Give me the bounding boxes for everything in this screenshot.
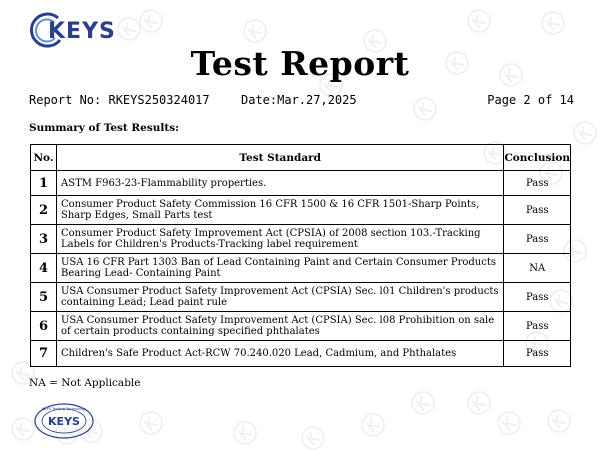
row-standard: USA Consumer Product Safety Improvement Act (CPSIA) Sec. l08 Prohibition on sale of certain products containing specified phthalates	[57, 312, 504, 341]
row-number: 5	[31, 283, 57, 312]
na-footnote: NA = Not Applicable	[29, 377, 141, 389]
row-number: 6	[31, 312, 57, 341]
row-conclusion: Pass	[504, 225, 571, 254]
row-number: 7	[31, 341, 57, 367]
stamp-ring-text: KEYS Testing Technology	[41, 407, 87, 411]
logo-text: KEYS	[48, 19, 116, 44]
watermark-icon	[295, 420, 332, 450]
header-conclusion: Conclusion	[504, 145, 571, 171]
report-number: Report No: RKEYS250324017	[29, 93, 210, 107]
watermark-icon	[461, 3, 498, 40]
table-row	[31, 225, 571, 254]
table-row	[31, 283, 571, 312]
watermark-icon	[541, 403, 578, 440]
summary-heading: Summary of Test Results:	[29, 122, 179, 134]
table-row	[31, 171, 571, 196]
row-standard: Consumer Product Safety Commission 16 CFR 1500 & 16 CFR 1501-Sharp Points, Sharp Edges, Small Parts test	[57, 196, 504, 225]
header-standard: Test Standard	[57, 145, 504, 171]
row-conclusion: Pass	[504, 283, 571, 312]
page-number: Page 2 of 14	[487, 93, 574, 107]
watermark-icon	[227, 415, 264, 450]
table-row	[31, 196, 571, 225]
report-date: Date:Mar.27,2025	[241, 93, 357, 107]
watermark-icon	[405, 385, 442, 422]
row-number: 1	[31, 171, 57, 196]
row-standard: Consumer Product Safety Improvement Act (CPSIA) of 2008 section 103.-Tracking Labels for Children's Products-Tracking label requirement	[57, 225, 504, 254]
page-title: Test Report	[190, 44, 410, 83]
company-stamp	[33, 402, 95, 440]
row-conclusion: Pass	[504, 312, 571, 341]
row-conclusion: Pass	[504, 341, 571, 367]
row-number: 3	[31, 225, 57, 254]
table-row	[31, 312, 571, 341]
row-standard: USA Consumer Product Safety Improvement Act (CPSIA) Sec. l01 Children's products containing Lead; Lead paint rule	[57, 283, 504, 312]
table-row	[31, 341, 571, 367]
table-header-row	[31, 145, 571, 171]
watermark-icon	[535, 5, 572, 42]
row-standard: ASTM F963-23-Flammability properties.	[57, 171, 504, 196]
row-conclusion: NA	[504, 254, 571, 283]
row-number: 2	[31, 196, 57, 225]
watermark-icon	[133, 405, 170, 442]
table-row	[31, 254, 571, 283]
report-meta	[29, 93, 574, 109]
row-standard: USA 16 CFR Part 1303 Ban of Lead Containing Paint and Certain Consumer Products Bearing Lead- Containing Paint	[57, 254, 504, 283]
watermark-icon	[567, 115, 600, 152]
watermark-icon	[491, 405, 528, 442]
watermark-icon	[461, 385, 498, 422]
row-conclusion: Pass	[504, 196, 571, 225]
row-conclusion: Pass	[504, 171, 571, 196]
stamp-text: KEYS	[48, 415, 80, 428]
watermark-icon	[355, 407, 392, 444]
row-standard: Children's Safe Product Act-RCW 70.240.020 Lead, Cadmium, and Phthalates	[57, 341, 504, 367]
results-table	[30, 144, 571, 367]
row-number: 4	[31, 254, 57, 283]
header-no: No.	[31, 145, 57, 171]
